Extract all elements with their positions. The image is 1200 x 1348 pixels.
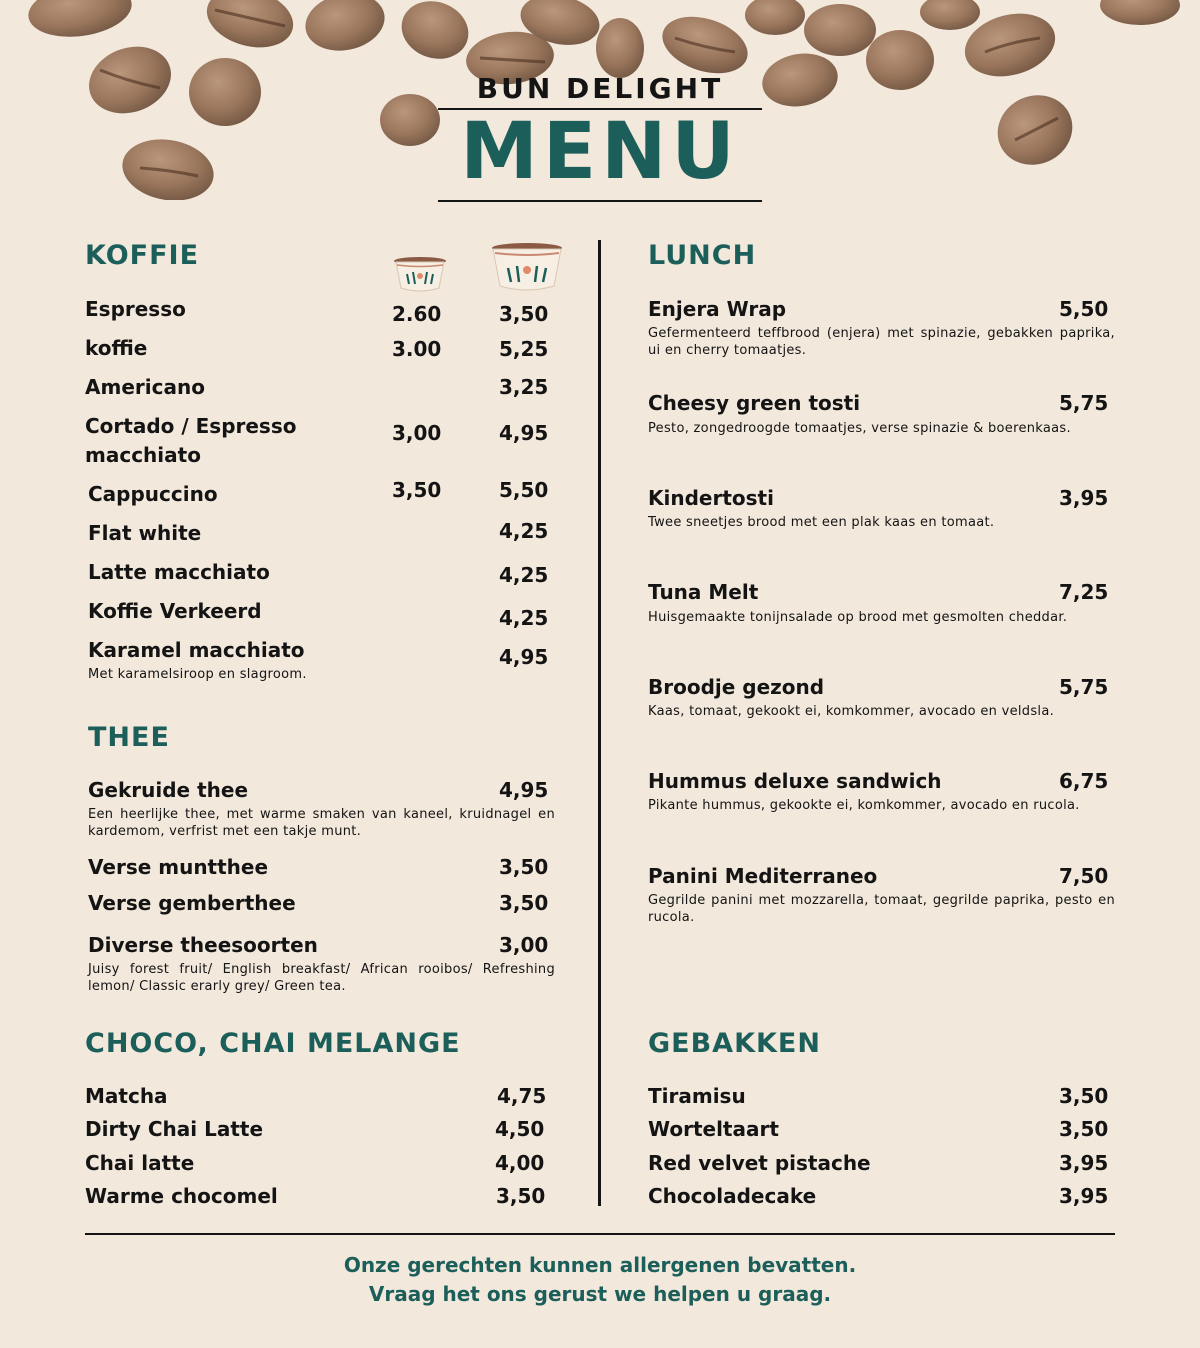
koffie-item-name: Americano: [85, 375, 205, 399]
thee-item-desc: Een heerlijke thee, met warme smaken van kaneel, kruidnagel en kardemom, verfrist met een takje munt.: [88, 807, 555, 839]
choco-item-price: 4,50: [495, 1117, 545, 1141]
lunch-item-price: 5,50: [1059, 297, 1109, 321]
menu-header: [0, 72, 1200, 202]
lunch-item-desc: Gefermenteerd teffbrood (enjera) met spinazie, gebakken paprika, ui en cherry tomaatjes.: [648, 326, 1115, 358]
koffie-price-small: 3.00: [392, 337, 442, 361]
thee-item-name: Verse gemberthee: [88, 891, 296, 915]
section-title-thee: THEE: [88, 722, 170, 753]
gebakken-item-price: 3,95: [1059, 1184, 1109, 1208]
thee-item-name: Verse muntthee: [88, 855, 269, 879]
lunch-item-desc: Kaas, tomaat, gekookt ei, komkommer, avocado en veldsla.: [648, 704, 1055, 719]
koffie-item-name: Latte macchiato: [88, 560, 270, 584]
large-cup-icon: [491, 242, 563, 292]
allergen-notice-line1: Onze gerechten kunnen allergenen bevatten.: [343, 1253, 857, 1277]
koffie-item-name: Koffie Verkeerd: [88, 599, 262, 623]
koffie-price-large: 5,50: [499, 478, 549, 502]
brand-name: BUN DELIGHT: [438, 72, 762, 110]
lunch-item-price: 3,95: [1059, 486, 1109, 510]
lunch-item-price: 5,75: [1059, 675, 1109, 699]
section-title-gebakken: GEBAKKEN: [648, 1028, 821, 1059]
koffie-item-name: Espresso: [85, 297, 186, 321]
thee-item-name: Gekruide thee: [88, 778, 249, 802]
koffie-item-desc: Met karamelsiroop en slagroom.: [88, 667, 307, 682]
koffie-price-large: 4,25: [499, 606, 549, 630]
thee-item-price: 3,00: [499, 933, 549, 957]
section-title-koffie: KOFFIE: [85, 240, 200, 271]
lunch-item-name: Kindertosti: [648, 486, 774, 510]
lunch-item-name: Tuna Melt: [648, 580, 759, 604]
koffie-price-small: 2.60: [392, 302, 442, 326]
gebakken-item-price: 3,50: [1059, 1117, 1109, 1141]
koffie-item-name: Cortado / Espresso: [85, 414, 297, 438]
thee-item-price: 3,50: [499, 855, 549, 879]
thee-item-name: Diverse theesoorten: [88, 933, 318, 957]
choco-item-name: Chai latte: [85, 1151, 195, 1175]
small-cup-icon: [393, 256, 447, 292]
koffie-price-large: 3,25: [499, 375, 549, 399]
koffie-price-small: 3,50: [392, 478, 442, 502]
lunch-item-name: Broodje gezond: [648, 675, 825, 699]
thee-item-price: 4,95: [499, 778, 549, 802]
koffie-price-large: 5,25: [499, 337, 549, 361]
lunch-item-name: Enjera Wrap: [648, 297, 787, 321]
allergen-notice: [0, 1251, 1200, 1309]
section-title-choco: CHOCO, CHAI MELANGE: [85, 1028, 461, 1059]
koffie-item-name: koffie: [85, 336, 148, 360]
koffie-price-large: 3,50: [499, 302, 549, 326]
koffie-price-large: 4,25: [499, 563, 549, 587]
choco-item-price: 3,50: [496, 1184, 546, 1208]
lunch-item-desc: Pesto, zongedroogde tomaatjes, verse spinazie & boerenkaas.: [648, 421, 1071, 436]
gebakken-item-name: Red velvet pistache: [648, 1151, 871, 1175]
lunch-item-price: 5,75: [1059, 391, 1109, 415]
gebakken-item-name: Worteltaart: [648, 1117, 779, 1141]
lunch-item-price: 7,25: [1059, 580, 1109, 604]
lunch-item-desc: Gegrilde panini met mozzarella, tomaat, gegrilde paprika, pesto en rucola.: [648, 893, 1115, 925]
choco-item-name: Dirty Chai Latte: [85, 1117, 264, 1141]
koffie-item-name: Flat white: [88, 521, 202, 545]
section-title-lunch: LUNCH: [648, 240, 757, 271]
gebakken-item-name: Tiramisu: [648, 1084, 746, 1108]
lunch-item-name: Cheesy green tosti: [648, 391, 861, 415]
choco-item-name: Warme chocomel: [85, 1184, 278, 1208]
footer-divider: [85, 1233, 1115, 1235]
gebakken-item-price: 3,50: [1059, 1084, 1109, 1108]
thee-item-price: 3,50: [499, 891, 549, 915]
koffie-price-large: 4,95: [499, 421, 549, 445]
choco-item-name: Matcha: [85, 1084, 168, 1108]
gebakken-item-price: 3,95: [1059, 1151, 1109, 1175]
page-title: MENU: [438, 110, 762, 202]
koffie-item-name: Karamel macchiato: [88, 638, 305, 662]
choco-item-price: 4,00: [495, 1151, 545, 1175]
lunch-item-price: 7,50: [1059, 864, 1109, 888]
koffie-price-large: 4,95: [499, 645, 549, 669]
lunch-item-price: 6,75: [1059, 769, 1109, 793]
choco-item-price: 4,75: [497, 1084, 547, 1108]
lunch-item-name: Panini Mediterraneo: [648, 864, 878, 888]
koffie-price-large: 4,25: [499, 519, 549, 543]
lunch-item-name: Hummus deluxe sandwich: [648, 769, 942, 793]
allergen-notice-line2: Vraag het ons gerust we helpen u graag.: [368, 1282, 832, 1306]
koffie-item-name-line2: macchiato: [85, 443, 201, 467]
thee-item-desc: Juisy forest fruit/ English breakfast/ African rooibos/ Refreshing lemon/ Classic erarly grey/ Green tea.: [88, 962, 555, 994]
lunch-item-desc: Twee sneetjes brood met een plak kaas en tomaat.: [648, 515, 995, 530]
lunch-item-desc: Pikante hummus, gekookte ei, komkommer, avocado en rucola.: [648, 798, 1080, 813]
column-divider: [598, 240, 601, 1206]
koffie-item-name: Cappuccino: [88, 482, 218, 506]
koffie-price-small: 3,00: [392, 421, 442, 445]
lunch-item-desc: Huisgemaakte tonijnsalade op brood met gesmolten cheddar.: [648, 610, 1068, 625]
gebakken-item-name: Chocoladecake: [648, 1184, 817, 1208]
